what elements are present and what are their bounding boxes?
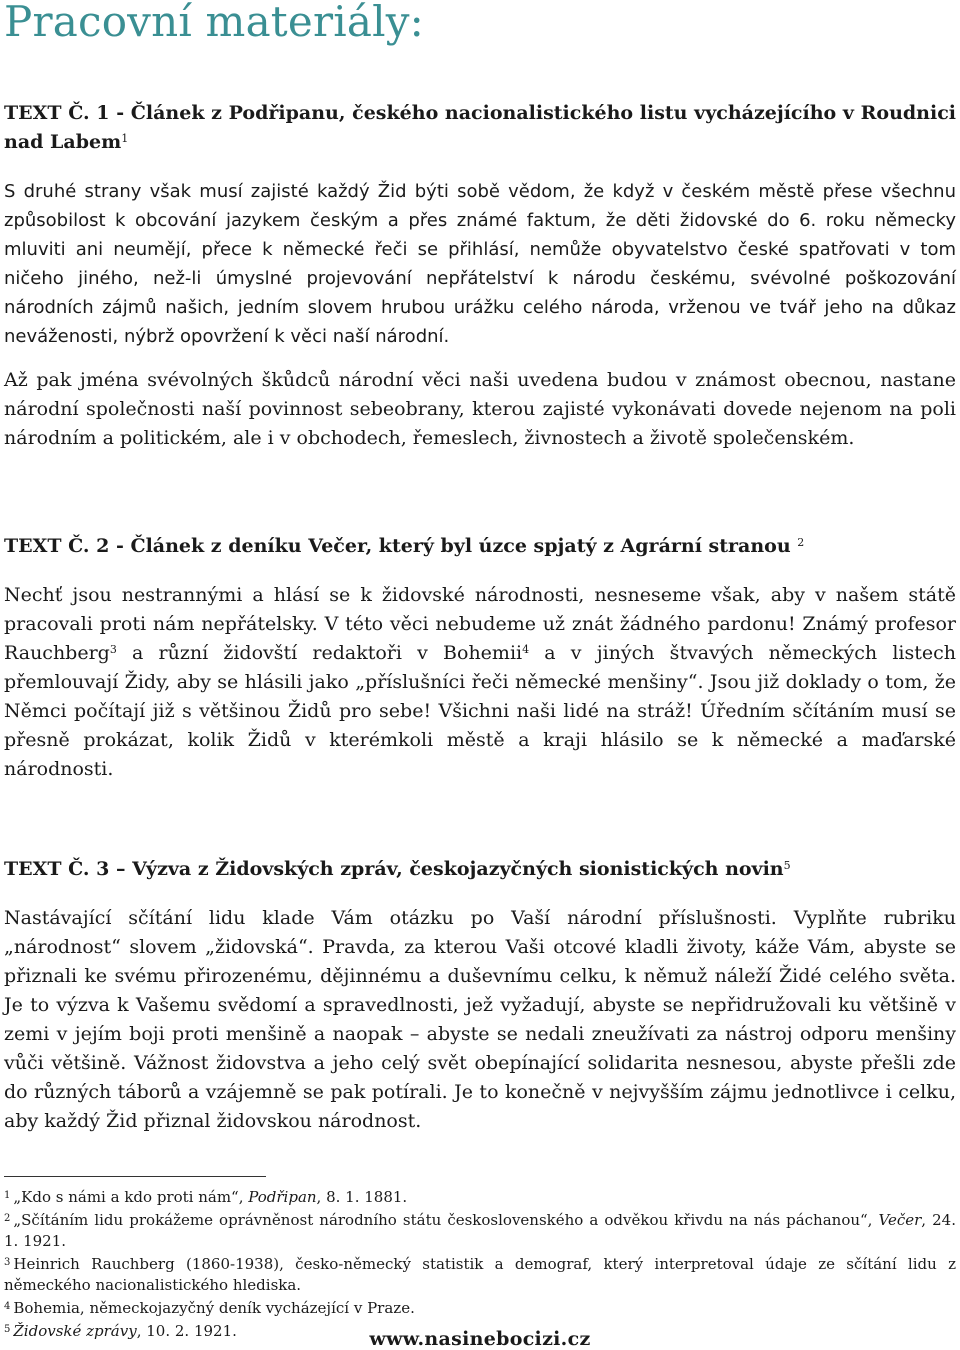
text-2-part-a: Nechť jsou nestrannými a hlásí se k židovské národnosti, nesneseme však, aby v našem státě pracovali proti nám nepřátelsky. V této věci nebudeme už znát žádného pardonu! Známý profesor Rauchberg — [4, 584, 956, 664]
text-2-paragraph — [4, 581, 956, 784]
footnote-date: , 24. 1. 1921. — [4, 1211, 956, 1250]
footnote-ref-1: 1 — [121, 132, 129, 145]
footnote-source: Večer — [878, 1211, 922, 1229]
text-1-paragraph-2: Až pak jména svévolných škůdců národní věci naši uvedena budou v známost obecnou, nastane národní společnosti naší povinnost sebeobrany, kterou zajisté vykonávati dovede nejenom na poli národním a politickém, ale i v obchodech, řemeslech, živnostech a životě společenském. — [4, 369, 956, 449]
footnotes — [4, 1185, 956, 1342]
text-2-heading-label: TEXT Č. 2 - Článek z deníku Večer, který byl úzce spjatý z Agrární stranou — [4, 535, 791, 557]
text-3-heading — [4, 855, 956, 884]
text-3-paragraph: Nastávající sčítání lidu klade Vám otázku po Vaší národní příslušnosti. Vyplňte rubriku „národnost“ slovem „židovská“. Pravda, za kterou Vaši otcové kladli životy, káže Vám, abyste se přiznali ke svému přirozenému, dějinnému a duševnímu celku, k němuž náleží Židé celého světa. Je to výzva k Vašemu svědomí a spravedlnosti, jež vyžadují, abyste se nepřidružovali ku většině v zemi v jejím boji proti menšině a naopak – abyste se nedali zneužívati za nástroj odporu menšiny vůči většině. Vážnost židovstva a jeho celý svět obepínající solidarita nesnesou, abyste přešli zde do různých táborů a vzájemně se pak potírali. Je to konečně v nejvyšším zájmu jednotlivce i celku, aby každý Žid přiznal židovskou národnost. — [4, 907, 956, 1132]
text-3-heading-label: TEXT Č. 3 – Výzva z Židovských zpráv, českojazyčných sionistických novin — [4, 858, 784, 880]
page-title: Pracovní materiály: — [4, 0, 425, 46]
text-2-heading — [4, 532, 956, 561]
footnote-ref-5: 5 — [783, 859, 791, 872]
footnote-4 — [4, 1296, 956, 1319]
footnote-number: 5 — [4, 1324, 11, 1335]
footer-website-link[interactable]: www.nasinebocizi.cz — [369, 1328, 591, 1350]
text-1-paragraph-1: S druhé strany však musí zajisté každý Žid býti sobě vědom, že když v českém městě přese všechnu způsobilost k obcování jazykem českým a přes známé faktum, že děti židovské do 6. roku německy mluviti ani neumějí, přece k německé řeči se přihlásí, nemůže obyvatelstvo české spatřovati v tom ničeho jiného, než-li úmyslné projevování nepřátelství k národu českému, svévolné poškozování národních zájmů našich, jedním slovem hrubou urážku celého národa, vrženou ve tvář jeho na důkaz neváženosti, nýbrž opovržení k věci naší národní. — [4, 181, 956, 347]
footnote-number: 4 — [4, 1301, 11, 1312]
footnote-3 — [4, 1252, 956, 1296]
footnote-ref-3: 3 — [109, 643, 117, 656]
footnote-1 — [4, 1185, 956, 1208]
footnote-text: Bohemia, německojazyčný deník vycházející v Praze. — [13, 1299, 415, 1317]
footnote-date: , 8. 1. 1881. — [316, 1188, 408, 1206]
footnote-divider — [4, 1176, 266, 1177]
text-1-heading — [4, 99, 956, 157]
footnote-number: 1 — [4, 1190, 11, 1201]
text-2-part-b: a různí židovští redaktoři v Bohemii — [116, 642, 523, 664]
footnote-2 — [4, 1208, 956, 1252]
text-2-part-c: a v jiných štvavých německých listech přemlouvají Židy, aby se hlásili jako „příslušníci řeči německé menšiny“. Jsou již doklady o tom, že Němci počítají již s většinou Židů pro sebe! Všichni naši lidé na stráž! Úředním sčítáním musí se přesně prokázat, kolik Židů v kterémkoli městě a kraji hlásilo se k německé a maďarské národnosti. — [4, 642, 956, 780]
footnote-text: Heinrich Rauchberg (1860-1938), česko-německý statistik a demograf, který interpretoval údaje ze sčítání lidu z německého nacionalistického hlediska. — [4, 1255, 956, 1294]
footnote-ref-2: 2 — [797, 536, 805, 549]
footnote-text: „Kdo s námi a kdo proti nám“, — [13, 1188, 249, 1206]
footnote-number: 3 — [4, 1257, 11, 1268]
footnote-source: Podřipan — [248, 1188, 317, 1206]
text-1-heading-label: TEXT Č. 1 - Článek z Podřipanu, českého nacionalistického listu vycházejícího v Roudnici nad Labem — [4, 102, 956, 153]
footnote-date: , 10. 2. 1921. — [136, 1322, 237, 1340]
text-1-section — [4, 99, 956, 453]
text-2-section — [4, 532, 956, 784]
footnote-ref-4: 4 — [522, 643, 530, 656]
text-3-section — [4, 855, 956, 1136]
footnote-number: 2 — [4, 1213, 11, 1224]
footnote-source: Židovské zprávy — [13, 1322, 137, 1340]
footnote-text: „Sčítáním lidu prokážeme oprávněnost národního státu československého a odvěkou křivdu na nás páchanou“, — [13, 1211, 879, 1229]
